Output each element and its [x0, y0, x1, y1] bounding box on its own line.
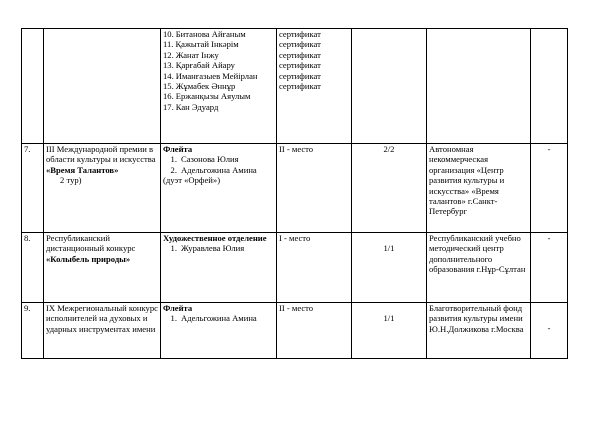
list-item: 1. Журавлева Юлия [170, 243, 245, 254]
cell-place: I - место [277, 233, 352, 303]
list-item: 1. Адельгожина Амина [170, 313, 257, 324]
contest-name: III Международной премии в области культуры и искусства [46, 144, 156, 165]
certificate-text: сертификат [279, 60, 321, 71]
cell-note: - [531, 303, 568, 359]
certificate-text: сертификат [279, 39, 321, 50]
cell-contest [44, 29, 161, 144]
contest-tour: 2 тур) [60, 175, 82, 186]
contest-title: «Колыбель природы» [46, 253, 131, 264]
table-row-9 [22, 303, 568, 359]
certificate-text: сертификат [279, 81, 321, 92]
section-title: Художественное отделение [163, 233, 267, 243]
cell-participants [161, 233, 277, 303]
cell-contest [44, 144, 161, 233]
cell-score: 1/1 [352, 233, 427, 303]
participant-list [163, 29, 274, 112]
list-item: 10. Битанова Айғаным [163, 29, 246, 39]
table-row-7 [22, 144, 568, 233]
cell-note: - [531, 144, 568, 233]
list-item: 1. Сазонова Юлия [170, 154, 239, 165]
certificate-text: сертификат [279, 29, 321, 39]
cell-place: II - место [277, 144, 352, 233]
row-number: 7. [22, 144, 44, 233]
participant-list [163, 313, 274, 323]
list-item: 15. Жұмабек Әннұр [163, 81, 236, 92]
certificate-text: сертификат [279, 70, 321, 81]
participant-list [163, 154, 274, 175]
cell-organizer: Автономная некоммерческая организация «Центр развития культуры и искусства» «Время талантов» г.Санкт-Петербург [427, 144, 531, 233]
table-row-continued [22, 29, 568, 144]
list-item: 12. Жанат Інжу [163, 49, 219, 60]
list-item: 2. Адельгожина Амина [170, 164, 257, 175]
list-item: 14. Иманғазыев Мейірлан [163, 70, 258, 81]
duet-name: (дуэт «Орфей») [163, 175, 221, 186]
list-item: 17. Кан Эдуард [163, 101, 219, 112]
contest-name: Республиканский дистанционный конкурс [46, 233, 136, 254]
row-number: 8. [22, 233, 44, 303]
cell-contest [44, 233, 161, 303]
cell-note: - [531, 233, 568, 303]
cell-note [531, 29, 568, 144]
cell-organizer [427, 29, 531, 144]
awards-table [21, 28, 568, 359]
section-title: Флейта [163, 144, 193, 154]
table-row-8 [22, 233, 568, 303]
list-item: 11. Қажытай Інкәрім [163, 39, 239, 50]
cell-contest [44, 303, 161, 359]
list-item: 16. Ержанқызы Аяулым [163, 91, 251, 102]
cell-num [22, 29, 44, 144]
certificate-text: сертификат [279, 49, 321, 60]
cell-participants [161, 29, 277, 144]
section-title: Флейта [163, 303, 193, 313]
cell-organizer: Благотворительный фонд развития культуры имени Ю.Н.Должикова г.Москва [427, 303, 531, 359]
contest-title: «Время Талантов» [46, 164, 119, 175]
participant-list [163, 243, 274, 253]
cell-participants [161, 303, 277, 359]
cell-score: 1/1 [352, 303, 427, 359]
cell-participants [161, 144, 277, 233]
list-item: 13. Қарғабай Айару [163, 60, 235, 71]
cell-score: 2/2 [352, 144, 427, 233]
cell-place: II - место [277, 303, 352, 359]
row-number: 9. [22, 303, 44, 359]
contest-name: IX Межрегиональный конкурс исполнителей на духовых и ударных инструментах имени [46, 303, 158, 334]
cell-score [352, 29, 427, 144]
cell-organizer: Республиканский учебно методический центр дополнительного образования г.Нұр-Сұлтан [427, 233, 531, 303]
cell-place [277, 29, 352, 144]
